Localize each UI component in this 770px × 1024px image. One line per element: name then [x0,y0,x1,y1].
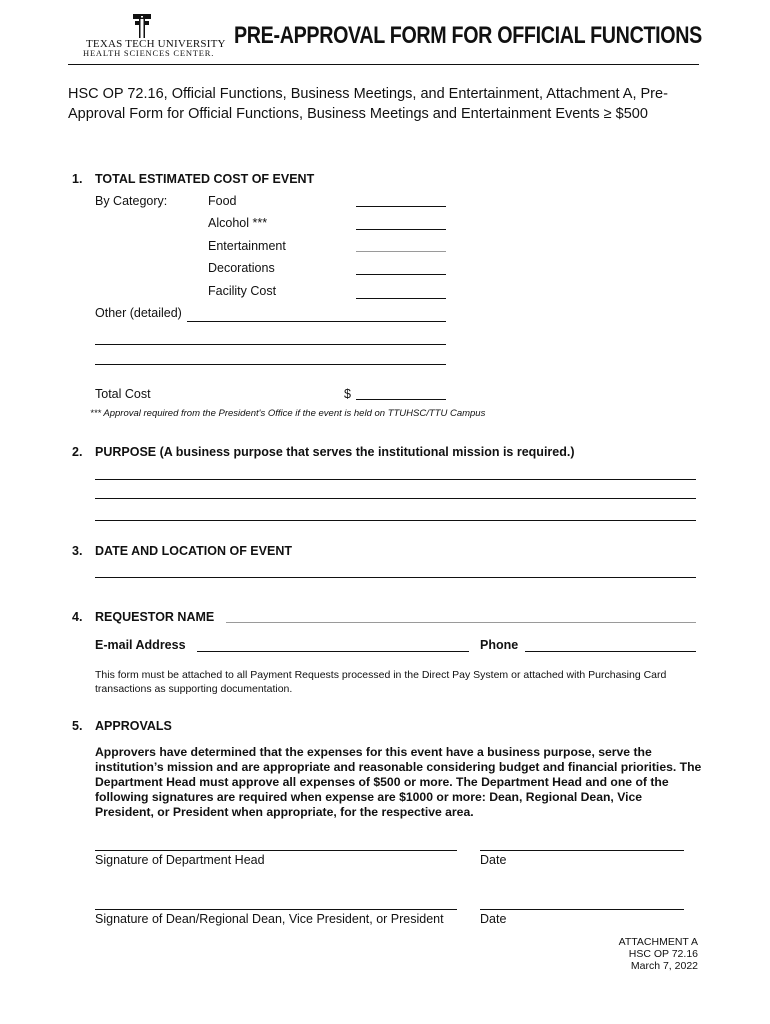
section-1-number: 1. [72,172,83,186]
by-category-label: By Category: [95,194,168,208]
total-cost-field[interactable] [356,399,446,400]
logo-university-name: TEXAS TECH UNIVERSITY [86,38,226,50]
attachment-footer [619,936,698,972]
section-5-number: 5. [72,719,83,733]
category-entertainment-field[interactable] [356,251,446,252]
dept-head-signature-field[interactable] [95,850,457,851]
dept-head-date-label: Date [480,853,507,867]
category-decorations-field[interactable] [356,274,446,275]
dean-date-label: Date [480,912,507,926]
other-field-3[interactable] [95,364,446,365]
purpose-field-2[interactable] [95,498,696,499]
section-4-heading: REQUESTOR NAME [95,610,215,624]
section-2-number: 2. [72,445,83,459]
other-field-1[interactable] [187,321,446,322]
category-facility-label: Facility Cost [208,284,277,298]
phone-field[interactable] [525,651,696,652]
footer-attachment: ATTACHMENT A [618,936,698,948]
category-food-label: Food [208,194,237,208]
other-label: Other (detailed) [95,306,182,320]
section-3-number: 3. [72,544,83,558]
attach-note: This form must be attached to all Payment Requests processed in the Direct Pay System or attached with Purchasing Card transactions as supporting documentation. [95,669,667,695]
page-title: PRE-APPROVAL FORM FOR OFFICIAL FUNCTIONS [234,22,702,49]
intro-text: HSC OP 72.16, Official Functions, Business Meetings, and Entertainment, Attachment A, Pre-Approval Form for Official Functions, Business Meetings and Entertainment Events ≥ $500 [68,86,668,122]
dept-head-date-field[interactable] [480,850,684,851]
other-field-2[interactable] [95,344,446,345]
phone-label: Phone [480,638,519,652]
category-decorations-label: Decorations [208,261,275,275]
category-facility-field[interactable] [356,298,446,299]
alcohol-approval-note: *** Approval required from the President's Office if the event is held on TTUHSC/TTU Campus [90,408,486,419]
category-alcohol-label: Alcohol *** [208,216,268,230]
requestor-name-field[interactable] [226,622,696,623]
section-1-heading: TOTAL ESTIMATED COST OF EVENT [95,172,315,186]
email-field[interactable] [197,651,469,652]
section-3-heading: DATE AND LOCATION OF EVENT [95,544,292,558]
approvals-text: Approvers have determined that the expenses for this event have a business purpose, serve the institution’s mission and are appropriate and reasonable considering budget and financial priorities. The Department Head must approve all expenses of $500 or more. The Department Head and one of the following signatures are required when expense are $1000 or more: Dean, Regional Dean, Vice President, or President when appropriate, for the respective area. [95,745,702,819]
header-divider [68,64,699,65]
category-alcohol-field[interactable] [356,229,446,230]
section-4-number: 4. [72,610,83,624]
dean-signature-label: Signature of Dean/Regional Dean, Vice President, or President [95,912,444,926]
dept-head-signature-label: Signature of Department Head [95,853,265,867]
section-2-heading: PURPOSE (A business purpose that serves the institutional mission is required.) [95,445,575,459]
category-food-field[interactable] [356,206,446,207]
section-5-heading: APPROVALS [95,719,172,733]
date-location-field[interactable] [95,577,696,578]
dean-signature-field[interactable] [95,909,457,910]
logo-subtitle: HEALTH SCIENCES CENTER. [83,48,215,58]
total-cost-label: Total Cost [95,387,151,401]
footer-date: March 7, 2022 [630,960,698,972]
dean-date-field[interactable] [480,909,684,910]
purpose-field-1[interactable] [95,479,696,480]
purpose-field-3[interactable] [95,520,696,521]
category-entertainment-label: Entertainment [208,239,286,253]
currency-symbol: $ [344,387,351,401]
footer-op-number: HSC OP 72.16 [628,948,698,960]
email-label: E-mail Address [95,638,186,652]
double-t-logo-icon [133,14,151,38]
